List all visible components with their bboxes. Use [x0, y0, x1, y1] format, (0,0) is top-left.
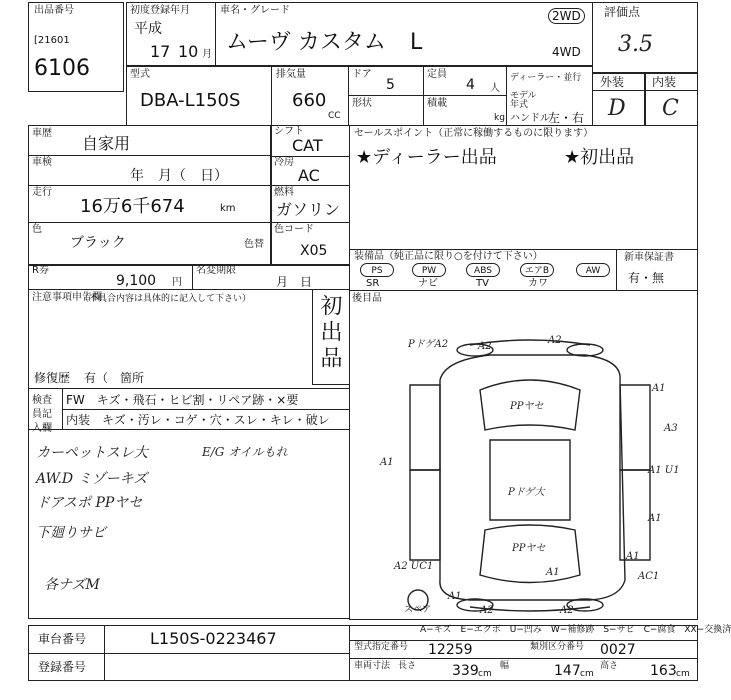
diagram-legend: A−キズ E−エクボ U−凹み W−補修跡 S−サビ C−腐食 XX−交換済	[420, 625, 731, 635]
era: 平成	[134, 21, 162, 37]
mileage-label: 走行	[32, 187, 52, 198]
mark-18: A2	[560, 605, 574, 616]
mark-11: PPヤセ	[512, 543, 546, 554]
lot-number: 6106	[34, 56, 90, 81]
first-listing-text: 初出品	[317, 294, 342, 372]
ac: AC	[298, 166, 320, 185]
usage: 自家用	[82, 134, 131, 153]
reg-month: 10	[178, 42, 199, 61]
shift-label: シフト	[274, 126, 304, 137]
recycle-fee: 9,100	[116, 273, 157, 289]
handle-value: 左・右	[548, 111, 585, 125]
inspection-value: 年 月（ 日）	[130, 168, 228, 184]
chassis: L150S-0223467	[150, 629, 277, 648]
model: DBA-L150S	[140, 90, 241, 111]
chassis-label: 車台番号	[38, 632, 87, 646]
type-designation: 12259	[428, 642, 473, 658]
sales-point-1: ★ディーラー出品	[356, 147, 497, 168]
width-unit: cm	[580, 669, 594, 679]
caution-label: 注意事項申告欄	[32, 292, 102, 303]
equipment-label: 装備品（純正品に限り○を付けて下さい）	[354, 251, 543, 262]
footer-h2	[349, 640, 698, 641]
capacity: 4	[466, 77, 475, 93]
mileage: 16万6千674	[80, 196, 185, 217]
mark-3: A2	[548, 335, 562, 346]
mark-12: A1	[546, 567, 560, 578]
mark-15: AC1	[638, 571, 660, 582]
doors-label: ドア	[352, 69, 372, 80]
dealer-label: ディーラー・並行	[510, 73, 582, 83]
month-unit: 月	[202, 49, 212, 60]
mark-17: A2	[480, 605, 494, 616]
mark-5: A1	[652, 383, 666, 394]
fuel: ガソリン	[276, 200, 341, 219]
repair-label: 修復歴	[34, 371, 71, 385]
type-designation-label: 型式指定番号	[354, 642, 409, 652]
sales-point-2: ★初出品	[564, 147, 635, 168]
cc-unit: CC	[328, 111, 341, 121]
kg-unit: kg	[494, 113, 505, 123]
mark-6: A3	[664, 423, 678, 434]
displacement: 660	[292, 90, 327, 111]
warranty-value: 有・無	[628, 271, 665, 285]
mark-1: PドゲA2	[408, 339, 449, 350]
drive-2wd: 2WD	[548, 8, 585, 24]
length: 339	[452, 663, 479, 679]
class-no: 0027	[600, 642, 636, 658]
handwritten-note-5: 各ナズM	[44, 577, 100, 593]
mark-2: A2	[478, 341, 492, 352]
color-code-label: 色コード	[274, 224, 314, 235]
handwritten-note-2: AW.D ミゾーキズ	[36, 471, 148, 487]
length-unit: cm	[478, 669, 492, 679]
mark-10: A1	[648, 513, 662, 524]
equipment-navi: ナビ	[418, 278, 438, 289]
handwritten-note-1: カーペットスレ大	[36, 445, 148, 461]
handwritten-note-4: 下廻りサビ	[36, 525, 106, 541]
title-expiry-label: 名変期限	[196, 265, 236, 276]
usage-label: 車歴	[32, 128, 52, 139]
km-unit: km	[220, 203, 236, 214]
width: 147	[554, 663, 581, 679]
displacement-label: 排気量	[276, 69, 306, 80]
handle-label: ハンドル	[510, 113, 550, 124]
width-label: 幅	[500, 661, 510, 671]
mark-8: A1	[380, 457, 394, 468]
inspector-row1: FW キズ・飛石・ヒビ割・リペア跡・×要	[66, 393, 299, 407]
fuel-label: 燃料	[274, 187, 294, 198]
interior-label: 内装	[652, 75, 677, 89]
score-value: 3.5	[618, 32, 653, 57]
car-name-label: 車名・グレード	[220, 5, 290, 16]
mark-13: A2 UC1	[394, 561, 434, 572]
equipment-tv: TV	[476, 278, 489, 289]
month-day: 月 日	[276, 275, 313, 289]
color-code: X05	[300, 243, 328, 259]
height-unit: cm	[676, 669, 690, 679]
warranty-label: 新車保証書	[624, 252, 674, 263]
mark-9: Pドゲ大	[508, 487, 545, 498]
ac-label: 冷房	[274, 157, 294, 168]
inspector-row2: 内装 キズ・汚レ・コゲ・穴・スレ・キレ・破レ	[66, 413, 330, 427]
load-label: 積載	[427, 98, 447, 109]
length-label: 長さ	[398, 661, 417, 671]
equipment-aw: AW	[576, 263, 610, 277]
exterior-label: 外装	[600, 75, 625, 89]
score-label: 評価点	[604, 5, 641, 19]
handwritten-note-right: E/G オイルもれ	[202, 445, 288, 459]
model-year-label: モデル年式	[510, 91, 537, 110]
rear-seat-label: 後目品	[352, 293, 382, 304]
equipment-sr: SR	[366, 278, 380, 289]
lot-code: [21601	[34, 35, 70, 46]
reg-year: 17	[150, 42, 171, 61]
drive-4wd: 4WD	[552, 45, 581, 59]
mark-7: A1 U1	[648, 465, 680, 476]
yen-unit: 円	[172, 277, 182, 288]
equipment-abs: ABS	[466, 263, 500, 277]
exterior-grade: D	[608, 96, 626, 121]
interior-grade: C	[662, 96, 679, 121]
recycle-label: R券	[32, 265, 49, 276]
equipment-airbag: エアB	[520, 263, 554, 277]
color-label: 色	[32, 224, 42, 235]
mark-16: A1	[448, 591, 462, 602]
doors: 5	[386, 77, 395, 93]
class-label: 類別区分番号	[530, 642, 585, 652]
shape-label: 形状	[352, 98, 372, 109]
mark-4: PPヤセ	[510, 401, 544, 412]
spare-label: スペア	[404, 605, 432, 615]
footer-h	[28, 653, 350, 654]
capacity-unit: 人	[490, 83, 500, 94]
vehicle-size-label: 車両寸法	[354, 661, 391, 671]
model-label: 型式	[130, 69, 150, 80]
inspection-label: 車検	[32, 157, 52, 168]
lot-label: 出品番号	[34, 5, 74, 16]
mark-14: A1	[626, 551, 640, 562]
car-name: ムーヴ カスタム	[226, 30, 386, 55]
equipment-leather: カワ	[528, 278, 548, 289]
color-change-label: 色替	[244, 239, 264, 250]
color: ブラック	[70, 235, 126, 251]
equipment-ps: PS	[360, 263, 394, 277]
footer-h3	[349, 658, 698, 659]
grade: L	[410, 30, 423, 55]
height-label: 高さ	[600, 661, 619, 671]
capacity-label: 定員	[427, 69, 447, 80]
footer-v2	[349, 625, 350, 681]
footer-v1	[104, 625, 105, 681]
caution-sub: （不具合内容は具体的に記入して下さい）	[80, 294, 252, 304]
reg-no-label: 登録番号	[38, 660, 87, 674]
height: 163	[650, 663, 677, 679]
shift: CAT	[292, 136, 323, 155]
inspector-label: 検査員記入欄	[32, 395, 52, 434]
equipment-pw: PW	[412, 263, 446, 277]
repair-value: 有（ 箇所	[84, 371, 145, 385]
sales-label: セールスポイント（正常に稼働するものに限ります）	[354, 128, 594, 139]
first-reg-label: 初度登録年月	[130, 5, 190, 16]
handwritten-note-3: ドアスポ PPヤセ	[36, 495, 143, 511]
